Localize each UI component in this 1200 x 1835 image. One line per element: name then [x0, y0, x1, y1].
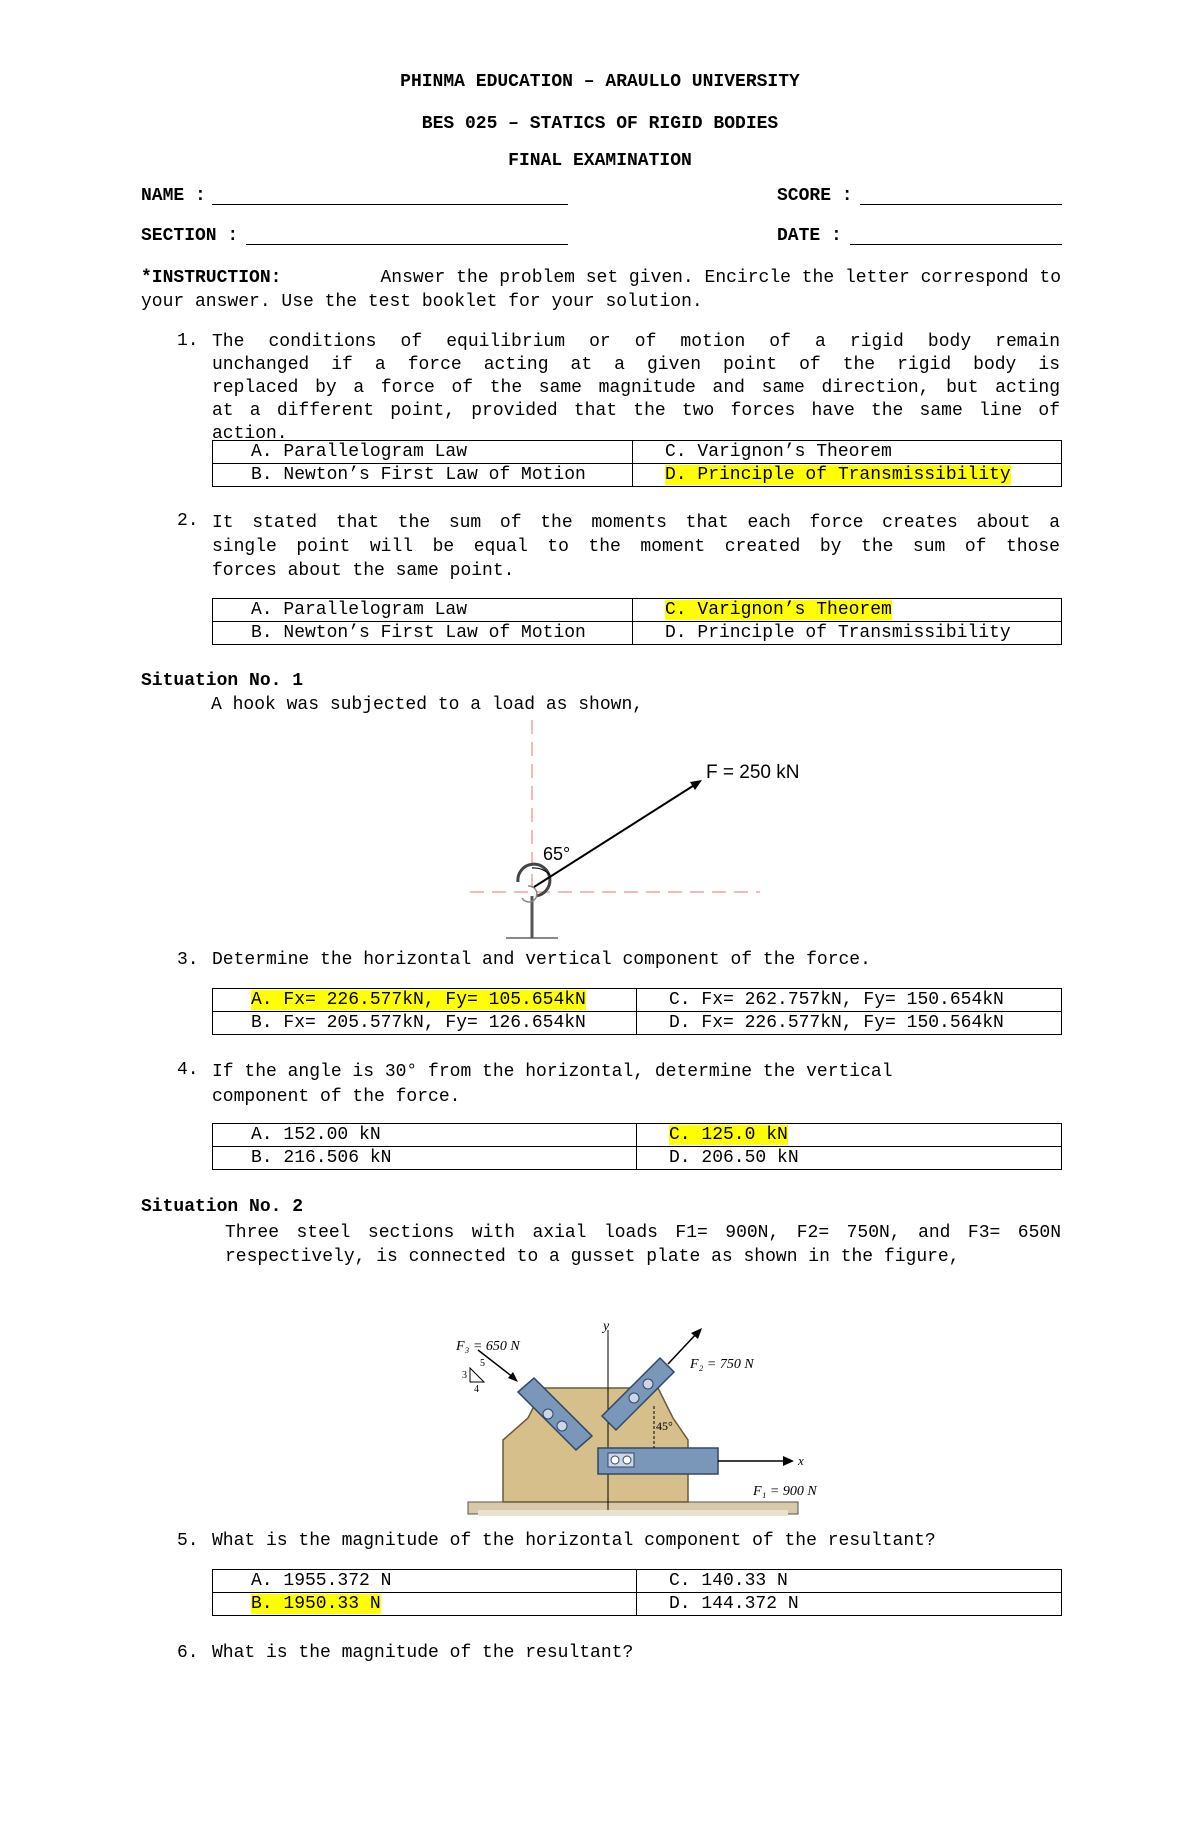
- score-blank[interactable]: [860, 204, 1062, 205]
- bolt: [623, 1456, 631, 1464]
- question-4-number: 4.: [177, 1060, 199, 1080]
- score-label: SCORE :: [777, 186, 853, 206]
- question-3-text: Determine the horizontal and vertical component of the force.: [212, 950, 871, 970]
- angle-label: 65°: [543, 844, 571, 864]
- slope-triangle: [470, 1368, 484, 1382]
- choice-1b[interactable]: B. Newton’s First Law of Motion: [213, 464, 633, 487]
- choice-5d[interactable]: D. 144.372 N: [637, 1593, 1062, 1616]
- slope-4: 4: [474, 1384, 479, 1395]
- situation-1-text: A hook was subjected to a load as shown,: [211, 695, 644, 715]
- name-label: NAME :: [141, 186, 206, 206]
- y-axis-label: y: [603, 1320, 610, 1334]
- base-shadow: [478, 1510, 788, 1516]
- choice-2d[interactable]: D. Principle of Transmissibility: [633, 622, 1062, 645]
- choice-4c[interactable]: C. 125.0 kN: [637, 1124, 1062, 1147]
- question-2-number: 2.: [177, 511, 199, 531]
- question-1-number: 1.: [177, 331, 199, 351]
- force-arrowhead: [690, 780, 702, 790]
- question-1-choices: [212, 440, 1062, 487]
- instruction-line1: Answer the problem set given. Encircle the letter correspond to: [380, 268, 1061, 288]
- choice-4b[interactable]: B. 216.506 kN: [213, 1147, 637, 1170]
- f3-arrowhead: [508, 1372, 518, 1382]
- bolt: [557, 1421, 567, 1431]
- choice-1a[interactable]: A. Parallelogram Law: [213, 441, 633, 464]
- instruction-line2: your answer. Use the test booklet for your solution.: [141, 292, 703, 312]
- choice-4d[interactable]: D. 206.50 kN: [637, 1147, 1062, 1170]
- f2-label: F₂ = 750 N: [690, 1357, 754, 1372]
- choice-3c[interactable]: C. Fx= 262.757kN, Fy= 150.654kN: [637, 989, 1062, 1012]
- choice-2a[interactable]: A. Parallelogram Law: [213, 599, 633, 622]
- choice-3b[interactable]: B. Fx= 205.577kN, Fy= 126.654kN: [213, 1012, 637, 1035]
- choice-2b[interactable]: B. Newton’s First Law of Motion: [213, 622, 633, 645]
- f1-arrowhead: [783, 1456, 794, 1466]
- x-axis-label: x: [798, 1453, 804, 1468]
- section-label: SECTION :: [141, 226, 239, 246]
- choice-5c[interactable]: C. 140.33 N: [637, 1570, 1062, 1593]
- section-blank[interactable]: [246, 244, 568, 245]
- choice-5a[interactable]: A. 1955.372 N: [213, 1570, 637, 1593]
- instruction: [141, 266, 1061, 314]
- choice-1d[interactable]: D. Principle of Transmissibility: [633, 464, 1062, 487]
- f3-label: F₃ = 650 N: [456, 1339, 520, 1354]
- choice-5b[interactable]: B. 1950.33 N: [213, 1593, 637, 1616]
- slope-5: 5: [480, 1358, 485, 1369]
- name-blank[interactable]: [212, 204, 568, 205]
- situation-2-title: Situation No. 2: [141, 1197, 304, 1217]
- question-3-number: 3.: [177, 950, 199, 970]
- choice-2c[interactable]: C. Varignon’s Theorem: [633, 599, 1062, 622]
- bolt: [643, 1379, 653, 1389]
- bolt: [543, 1409, 553, 1419]
- date-blank[interactable]: [850, 244, 1062, 245]
- force-label: F = 250 kN: [706, 762, 800, 783]
- situation-2-text: Three steel sections with axial loads F1= 900N, F2= 750N, and F3= 650N respectively, is connected to a gusset plate as shown in the figure,: [225, 1223, 1061, 1267]
- bolt: [629, 1393, 639, 1403]
- slope-3: 3: [462, 1370, 467, 1381]
- institution-title: PHINMA EDUCATION – ARAULLO UNIVERSITY: [400, 72, 800, 92]
- question-5-choices: [212, 1569, 1062, 1616]
- hook-figure: [460, 720, 820, 950]
- question-5-number: 5.: [177, 1531, 199, 1551]
- instruction-label: *INSTRUCTION:: [141, 268, 282, 288]
- choice-1c[interactable]: C. Varignon’s Theorem: [633, 441, 1062, 464]
- question-2-text: It stated that the sum of the moments that each force creates about a single point will be equal to the moment created by the sum of those forces about the same point.: [212, 513, 1060, 581]
- exam-title: FINAL EXAMINATION: [508, 151, 692, 171]
- situation-1-title: Situation No. 1: [141, 671, 304, 691]
- angle-45-label: 45°: [656, 1419, 673, 1433]
- hook-inner: [522, 886, 537, 902]
- question-3-choices: [212, 988, 1062, 1035]
- bolt: [611, 1456, 619, 1464]
- question-6-text: What is the magnitude of the resultant?: [212, 1643, 634, 1663]
- question-4-text: If the angle is 30° from the horizontal, determine the vertical component of the force.: [212, 1062, 893, 1107]
- choice-3d[interactable]: D. Fx= 226.577kN, Fy= 150.564kN: [637, 1012, 1062, 1035]
- question-5-text: What is the magnitude of the horizontal component of the resultant?: [212, 1531, 936, 1551]
- gusset-plate-figure: [448, 1320, 848, 1525]
- question-1-text: The conditions of equilibrium or of motion of a rigid body remain unchanged if a force acting at a given point of the rigid body is replaced by a force of the same magnitude and same direction, but acting at a different point, provided that the two forces have the same line of action.: [212, 332, 1060, 444]
- choice-3a[interactable]: A. Fx= 226.577kN, Fy= 105.654kN: [213, 989, 637, 1012]
- question-2-choices: [212, 598, 1062, 645]
- f1-label: F₁ = 900 N: [753, 1484, 817, 1499]
- question-4-choices: [212, 1123, 1062, 1170]
- date-label: DATE :: [777, 226, 842, 246]
- question-6-number: 6.: [177, 1643, 199, 1663]
- choice-4a[interactable]: A. 152.00 kN: [213, 1124, 637, 1147]
- force-arrow-line: [534, 784, 696, 887]
- course-title: BES 025 – STATICS OF RIGID BODIES: [421, 114, 779, 134]
